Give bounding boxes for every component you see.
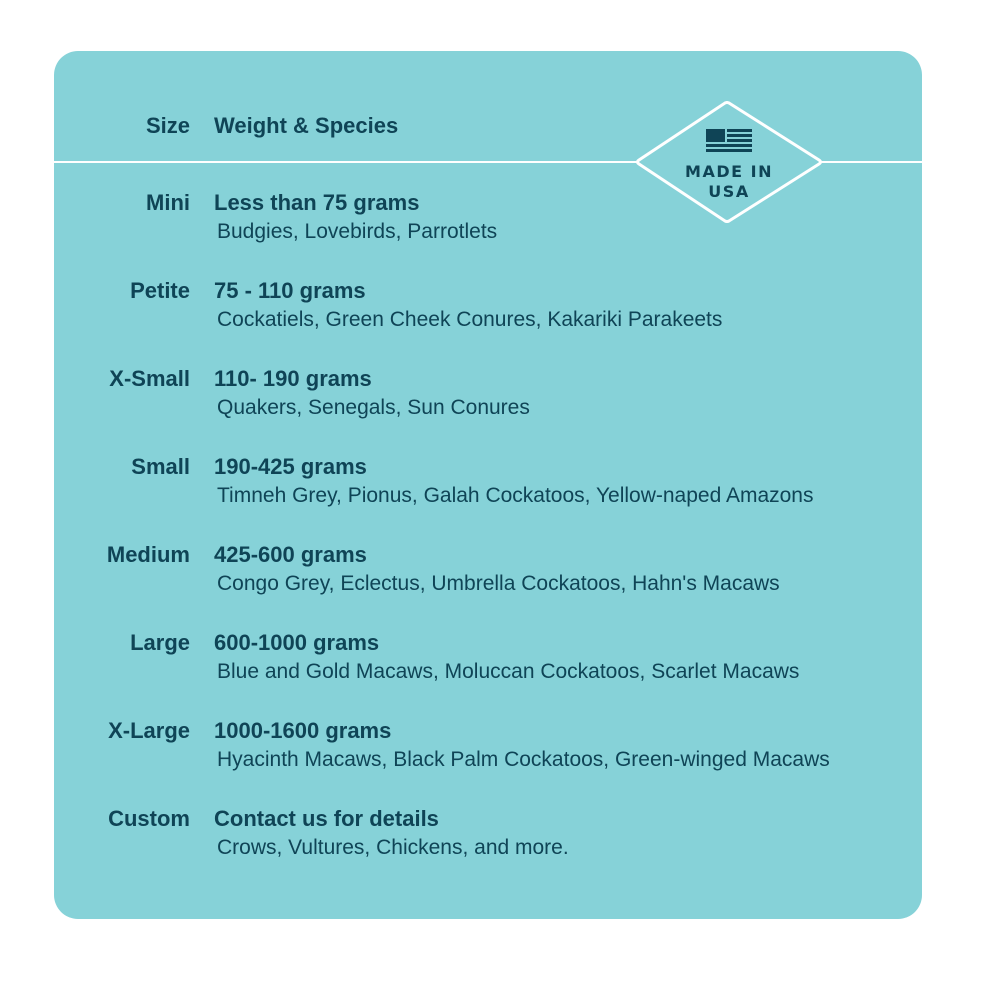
size-row-x-small [54,366,922,436]
size-row-mini [54,190,922,260]
weight-label: 190-425 grams [214,454,367,479]
size-chart-card [54,51,922,919]
size-row-small [54,454,922,524]
size-label: Petite [130,278,190,303]
weight-label: 600-1000 grams [214,630,380,655]
species-label: Budgies, Lovebirds, Parrotlets [217,220,498,243]
badge-line-made-in: MADE IN [685,162,773,181]
size-label: X-Small [109,366,190,391]
size-row-petite [54,278,922,348]
size-row-x-large [54,718,922,788]
size-column-header: Size [145,113,190,138]
weight-species-column-header: Weight & Species [214,113,399,138]
species-label: Quakers, Senegals, Sun Conures [217,396,530,419]
size-label: Large [130,630,190,655]
species-label: Crows, Vultures, Chickens, and more. [217,836,569,859]
species-label: Blue and Gold Macaws, Moluccan Cockatoos, Scarlet Macaws [217,660,800,683]
weight-label: Less than 75 grams [214,190,420,215]
us-flag-icon [706,129,752,155]
weight-label: Contact us for details [214,806,439,831]
weight-label: 75 - 110 grams [214,278,366,303]
species-label: Cockatiels, Green Cheek Conures, Kakariki Parakeets [217,308,723,331]
size-label: Custom [108,806,190,831]
weight-label: 110- 190 grams [214,366,372,391]
species-label: Congo Grey, Eclectus, Umbrella Cockatoos, Hahn's Macaws [217,572,780,595]
size-label: Mini [146,190,190,215]
size-row-custom [54,806,922,876]
species-label: Timneh Grey, Pionus, Galah Cockatoos, Yellow-naped Amazons [217,484,814,507]
weight-label: 425-600 grams [214,542,367,567]
size-row-large [54,630,922,700]
size-label: X-Large [108,718,190,743]
weight-label: 1000-1600 grams [214,718,392,743]
species-label: Hyacinth Macaws, Black Palm Cockatoos, Green-winged Macaws [217,748,830,771]
badge-line-usa: USA [708,182,750,201]
size-label: Medium [106,542,190,567]
size-label: Small [131,454,190,479]
size-row-medium [54,542,922,612]
